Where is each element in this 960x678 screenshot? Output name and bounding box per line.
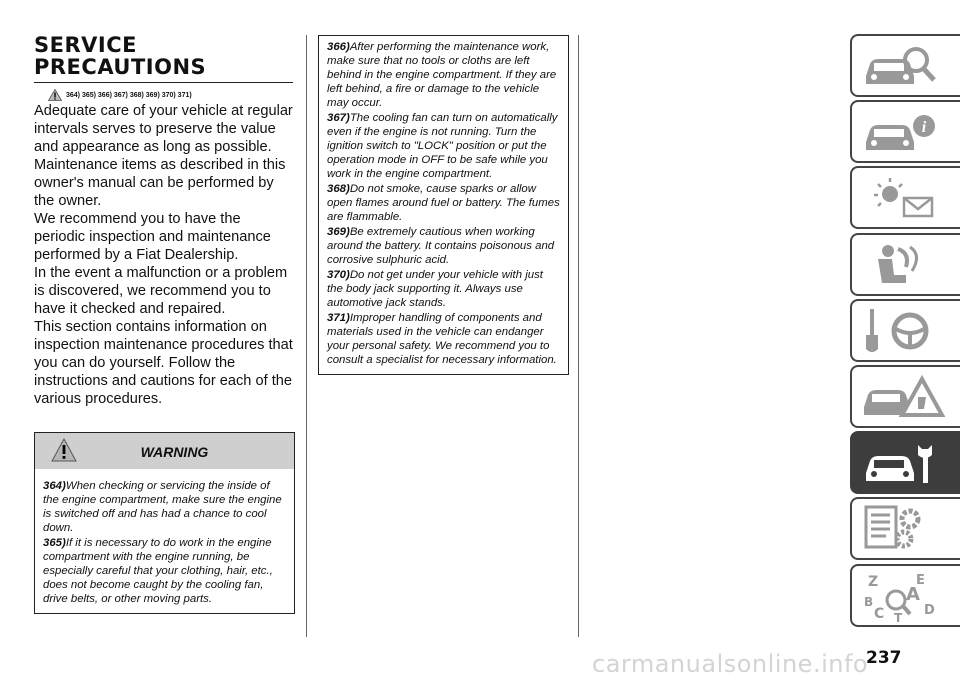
warning-heading: WARNING xyxy=(140,444,209,460)
note-text: Improper handling of components and materials used in the vehicle can endanger your personal safety. We recommend you to consult a specialist for necessary information. xyxy=(327,312,557,366)
warning-note xyxy=(327,268,560,310)
note-number: 364) xyxy=(43,480,66,492)
title-line-2: PRECAUTIONS xyxy=(34,55,207,79)
warning-note xyxy=(327,40,560,110)
car-search-icon xyxy=(860,42,950,92)
tab-getting-to-know[interactable] xyxy=(850,34,960,97)
page-number: 237 xyxy=(866,648,902,668)
tab-starting-driving[interactable] xyxy=(850,299,960,362)
note-text: Do not get under your vehicle with just the body jack supporting it. Always use automotive jack stands. xyxy=(327,269,543,309)
svg-text:A: A xyxy=(906,583,920,605)
note-text: If it is necessary to do work in the engine compartment with the engine running, be especially careful that your clothing, hair, etc., does not become caught by the cooling fan, drive belts, or other moving parts. xyxy=(43,537,273,605)
tab-warning-lights[interactable] xyxy=(850,166,960,229)
paragraph: Adequate care of your vehicle at regular intervals serves to preserve the value and appearance as long as possible. xyxy=(34,103,293,155)
svg-text:B: B xyxy=(864,594,874,609)
svg-text:C: C xyxy=(874,605,885,622)
warning-note xyxy=(43,536,286,606)
car-wrench-icon xyxy=(860,439,950,489)
key-steering-wheel-icon xyxy=(860,307,950,357)
note-text: When checking or servicing the inside of the engine compartment, make sure the engine is switched off and has had a chance to cool down. xyxy=(43,480,282,534)
warning-triangle-icon xyxy=(48,89,62,101)
note-number: 369) xyxy=(327,226,350,238)
warning-light-message-icon xyxy=(860,174,950,224)
title-line-1: SERVICE xyxy=(34,33,137,57)
paragraph: In the event a malfunction or a problem is discovered, we recommend you to have it checked and repaired. xyxy=(34,265,288,317)
car-info-icon xyxy=(860,108,950,158)
note-text: The cooling fan can turn on automatically even if the engine is not running. Turn the ignition switch to "LOCK" position or put the operation mode in OFF to be safe while you work in the engine compartment. xyxy=(327,112,558,180)
note-number: 366) xyxy=(327,41,350,53)
paragraph: Maintenance items as described in this owner's manual can be performed by the owner. xyxy=(34,157,286,209)
warning-notes xyxy=(35,469,294,613)
paragraph: We recommend you to have the periodic inspection and maintenance performed by a Fiat Dealership. xyxy=(34,211,271,263)
tab-emergency[interactable] xyxy=(850,365,960,428)
spec-list-gear-icon xyxy=(860,505,950,555)
warning-note xyxy=(43,479,286,535)
svg-text:D: D xyxy=(924,602,935,618)
warning-box xyxy=(34,432,295,614)
note-number: 371) xyxy=(327,312,350,324)
note-number: 370) xyxy=(327,269,350,281)
left-column xyxy=(34,34,294,408)
svg-text:Z: Z xyxy=(868,573,879,590)
note-text: After performing the maintenance work, make sure that no tools or cloths are left behind in the engine compartment. If they are left behind, a fire or damage to the vehicle may occur. xyxy=(327,41,557,109)
refs-text: 364) 365) 366) 367) 368) 369) 370) 371) xyxy=(66,91,192,99)
page-title xyxy=(34,34,294,78)
alphabetical-index-icon xyxy=(860,572,950,622)
warning-header xyxy=(35,433,294,469)
note-text: Do not smoke, cause sparks or allow open flames around fuel or battery. The fumes are flammable. xyxy=(327,183,560,223)
warning-note xyxy=(327,111,560,181)
tab-technical-data[interactable] xyxy=(850,497,960,560)
note-number: 365) xyxy=(43,537,66,549)
note-number: 367) xyxy=(327,112,350,124)
warning-note xyxy=(327,225,560,267)
tab-servicing-care[interactable] xyxy=(850,431,960,494)
body-text xyxy=(34,102,294,408)
warning-box-continued xyxy=(318,35,569,375)
column-divider xyxy=(578,35,579,637)
tab-index[interactable] xyxy=(850,564,960,627)
tab-car-info[interactable] xyxy=(850,100,960,163)
note-number: 368) xyxy=(327,183,350,195)
tab-safety[interactable] xyxy=(850,233,960,296)
svg-text:E: E xyxy=(916,572,925,588)
watermark-text: carmanualsonline.info xyxy=(592,650,869,678)
title-rule xyxy=(34,82,293,83)
warning-notes-continued xyxy=(319,36,568,374)
note-text: Be extremely cautious when working around the battery. It contains poisonous and corrosive sulphuric acid. xyxy=(327,226,555,266)
svg-text:i: i xyxy=(921,119,927,137)
seat-airbag-icon xyxy=(860,241,950,291)
paragraph: This section contains information on inspection maintenance procedures that you can do yourself. Follow the instructions and cautions for each of the various procedures. xyxy=(34,319,293,407)
svg-text:T: T xyxy=(894,610,903,622)
warning-note xyxy=(327,311,560,367)
column-divider xyxy=(306,35,307,637)
chapter-tabs xyxy=(850,34,960,630)
warning-refs xyxy=(48,89,294,101)
car-breakdown-triangle-icon xyxy=(860,373,950,423)
warning-note xyxy=(327,182,560,224)
